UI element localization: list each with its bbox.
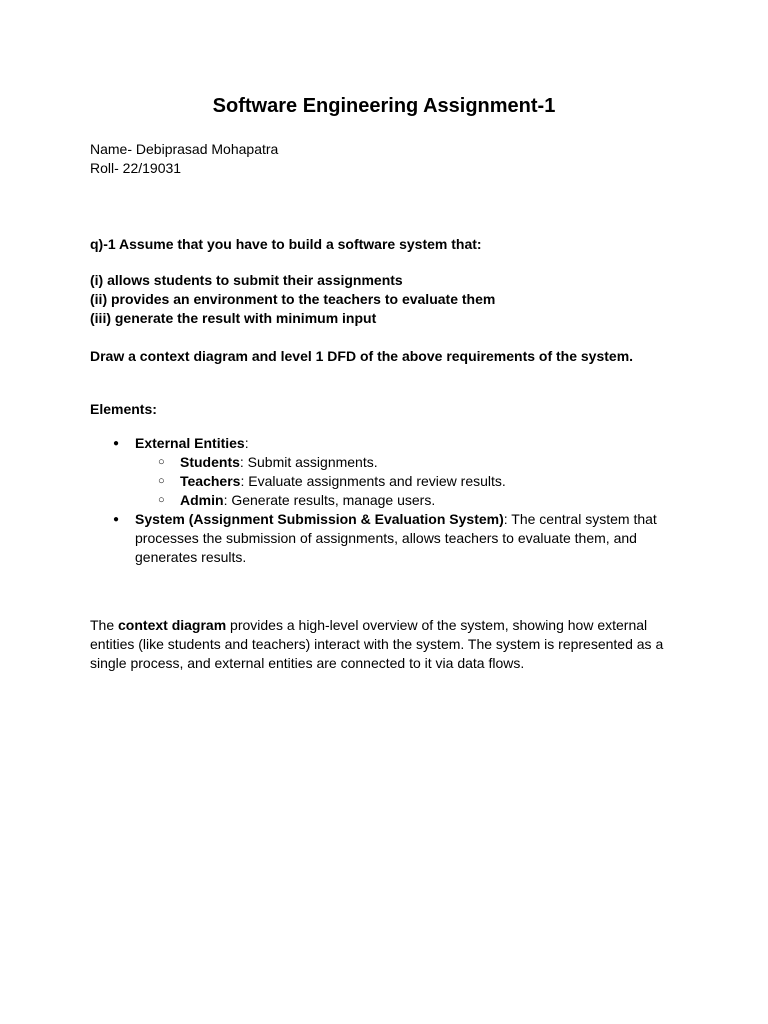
sub-bullet-icon: ○: [158, 475, 165, 487]
entity-item-admin: [180, 491, 435, 510]
entity-item-students: [180, 453, 378, 472]
entity-label: Students: [180, 454, 240, 470]
sub-bullet-icon: ○: [158, 494, 165, 506]
entity-text: : Submit assignments.: [239, 454, 378, 470]
context-paragraph-line2: entities (like students and teachers) interact with the system. The system is represented as a: [90, 636, 664, 652]
system-item-line2: processes the submission of assignments, allows teachers to evaluate them, and: [135, 530, 637, 546]
external-entities-label: External Entities: [135, 435, 245, 451]
context-paragraph-line3: single process, and external entities are connected to it via data flows.: [90, 655, 525, 671]
entity-label: Admin: [180, 492, 224, 508]
elements-heading: Elements:: [90, 401, 157, 417]
context-prefix: The: [90, 617, 119, 633]
context-paragraph-line1: [90, 616, 647, 635]
student-name: Name- Debiprasad Mohapatra: [90, 141, 279, 157]
context-bold: context diagram: [118, 617, 227, 633]
bullet-icon: ●: [113, 514, 120, 525]
question-task: Draw a context diagram and level 1 DFD of the above requirements of the system.: [90, 348, 634, 364]
question-item: (iii) generate the result with minimum input: [90, 310, 377, 326]
entity-text: : Evaluate assignments and review results.: [240, 473, 506, 489]
student-roll: Roll- 22/19031: [90, 160, 182, 176]
system-item-line3: generates results.: [135, 549, 247, 565]
context-rest: provides a high-level overview of the system, showing how external: [226, 617, 648, 633]
system-label: System (Assignment Submission & Evaluation System): [135, 511, 504, 527]
entity-label: Teachers: [180, 473, 241, 489]
question-item: (ii) provides an environment to the teachers to evaluate them: [90, 291, 496, 307]
bullet-icon: ●: [113, 438, 120, 449]
system-text: : The central system that: [503, 511, 657, 527]
external-entities-item: [135, 434, 249, 453]
entity-item-teachers: [180, 472, 506, 491]
entity-text: : Generate results, manage users.: [223, 492, 436, 508]
sub-bullet-icon: ○: [158, 456, 165, 468]
external-entities-suffix: :: [244, 435, 249, 451]
page-title: Software Engineering Assignment-1: [212, 95, 556, 117]
question-item: (i) allows students to submit their assignments: [90, 272, 403, 288]
system-item-line1: [135, 510, 657, 529]
question-heading: q)-1 Assume that you have to build a software system that:: [90, 236, 482, 252]
